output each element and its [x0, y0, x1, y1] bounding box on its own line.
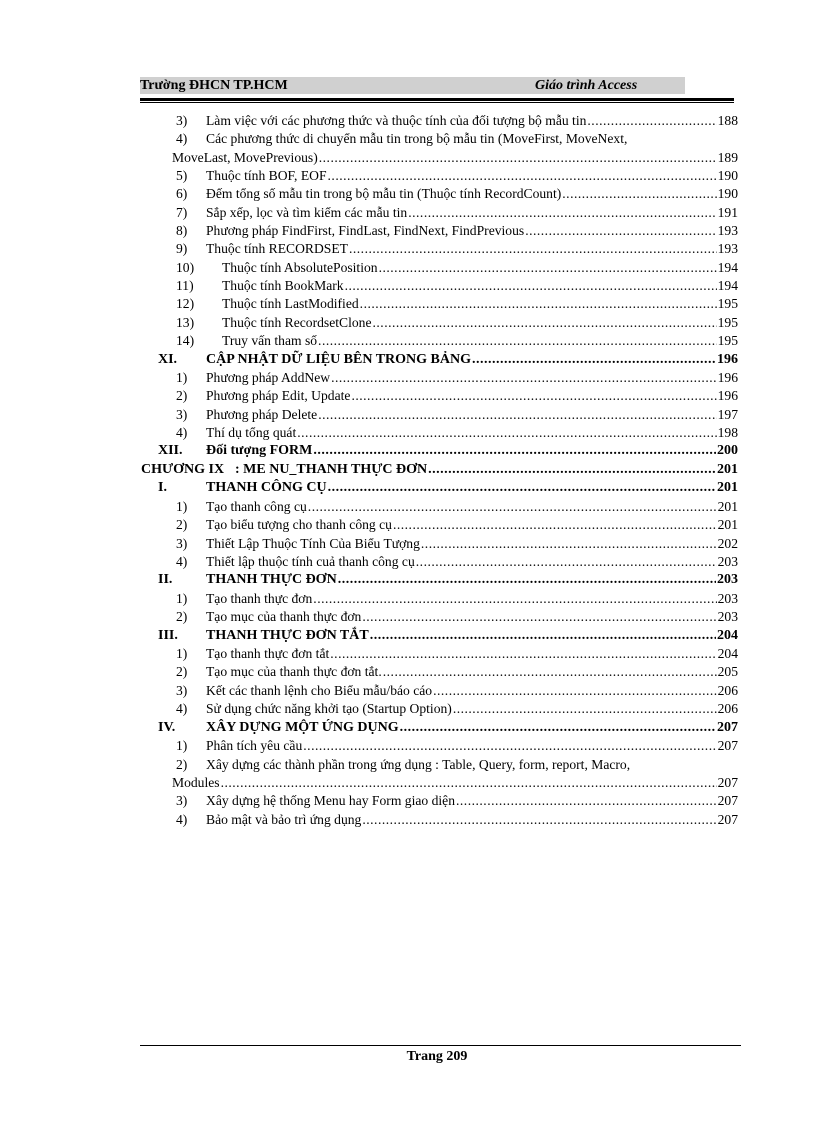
header-rule-thin — [140, 102, 734, 103]
toc-entry[interactable] — [176, 314, 738, 332]
toc-page: 207 — [717, 793, 738, 808]
toc-title-cont: Modules — [172, 775, 220, 790]
toc-title: Tạo thanh công cụ — [206, 499, 307, 514]
toc-page: 201 — [717, 499, 738, 514]
toc-leader — [383, 663, 717, 681]
toc-page: 203 — [717, 554, 738, 569]
toc-entry[interactable] — [176, 663, 738, 681]
toc-entry[interactable] — [176, 424, 738, 442]
toc-page: 204 — [717, 628, 738, 643]
toc-leader — [362, 608, 716, 626]
toc-number: 2) — [176, 757, 188, 772]
toc-entry-line1[interactable] — [176, 756, 630, 774]
toc-title: Làm việc với các phương thức và thuộc tính của đối tượng bộ mẫu tin — [206, 113, 587, 128]
toc-page: 203 — [717, 591, 738, 606]
toc-number: 6) — [176, 186, 188, 201]
toc-leader — [373, 314, 717, 332]
toc-entry[interactable] — [176, 369, 738, 387]
toc-page: 195 — [717, 333, 738, 348]
toc-leader — [525, 222, 716, 240]
toc-number: 3) — [176, 683, 188, 698]
toc-number: II. — [158, 572, 173, 587]
toc-number: 3) — [176, 793, 188, 808]
toc-title: Kết các thanh lệnh cho Biểu mẫu/báo cáo — [206, 683, 433, 698]
toc-page: 205 — [717, 664, 738, 679]
toc-number: 1) — [176, 591, 188, 606]
toc-title: THANH THỰC ĐƠN TẮT — [206, 628, 369, 643]
toc-number: 3) — [176, 536, 188, 551]
toc-page: 189 — [717, 150, 738, 165]
toc-leader — [421, 535, 717, 553]
toc-leader — [308, 498, 717, 516]
toc-title: Phương pháp FindFirst, FindLast, FindNext, FindPrevious — [206, 223, 525, 238]
toc-title: Thuộc tính AbsolutePosition — [222, 260, 378, 275]
toc-leader — [370, 627, 716, 645]
toc-entry[interactable] — [172, 149, 738, 167]
toc-entry[interactable] — [176, 535, 738, 553]
toc-title: Sắp xếp, lọc và tìm kiếm các mẫu tin — [206, 205, 408, 220]
toc-entry[interactable] — [176, 222, 738, 240]
toc-number: 4) — [176, 425, 188, 440]
toc-page: 196 — [717, 370, 738, 385]
toc-leader — [318, 332, 717, 350]
toc-page: 201 — [717, 517, 738, 532]
toc-entry[interactable] — [176, 792, 738, 810]
toc-page: 196 — [717, 352, 738, 367]
toc-leader — [345, 277, 717, 295]
toc-leader — [330, 645, 716, 663]
toc-leader — [362, 811, 716, 829]
toc-entry[interactable] — [176, 332, 738, 350]
toc-number: 11) — [176, 278, 194, 293]
toc-number: 7) — [176, 205, 188, 220]
toc-number: IV. — [158, 720, 176, 735]
toc-page: 198 — [717, 425, 738, 440]
toc-entry[interactable] — [172, 774, 738, 792]
toc-title: : ME NU_THANH THỰC ĐƠN — [235, 462, 428, 477]
toc-number: 3) — [176, 407, 188, 422]
toc-section[interactable] — [158, 627, 738, 645]
toc-leader — [221, 774, 717, 792]
toc-leader — [587, 112, 716, 130]
toc-leader — [351, 387, 716, 405]
toc-page: 195 — [717, 315, 738, 330]
toc-number: 2) — [176, 388, 188, 403]
toc-page: 206 — [717, 701, 738, 716]
toc-number: 1) — [176, 738, 188, 753]
toc-page: 201 — [717, 462, 738, 477]
toc-leader — [453, 700, 717, 718]
toc-page: 200 — [717, 443, 738, 458]
toc-leader — [349, 240, 717, 258]
toc-page: 193 — [717, 241, 738, 256]
toc-title: Xây dựng các thành phần trong ứng dụng : Table, Query, form, report, Macro, — [206, 757, 631, 772]
toc-leader — [313, 442, 716, 460]
toc-entry[interactable] — [176, 185, 738, 203]
toc-title: Tạo mục của thanh thực đơn tắt. — [206, 664, 382, 679]
toc-leader — [408, 204, 716, 222]
page-header — [140, 77, 685, 94]
toc-title: CẬP NHẬT DỮ LIỆU BÊN TRONG BẢNG — [206, 352, 472, 367]
toc-title: Phương pháp Delete — [206, 407, 318, 422]
toc-leader — [416, 553, 717, 571]
toc-title: Thuộc tính RecordsetClone — [222, 315, 372, 330]
toc-number: 14) — [176, 333, 195, 348]
toc-title: Truy vấn tham số — [222, 333, 318, 348]
toc-number: 1) — [176, 646, 188, 661]
toc-number: 2) — [176, 517, 188, 532]
toc-title: Thiết Lập Thuộc Tính Của Biểu Tượng — [206, 536, 420, 551]
toc-title: Sử dụng chức năng khởi tạo (Startup Option) — [206, 701, 452, 716]
toc-leader — [303, 737, 716, 755]
toc-title: Bảo mật và bảo trì ứng dụng — [206, 812, 362, 827]
toc-page: 191 — [717, 205, 738, 220]
toc-page: 207 — [717, 738, 738, 753]
toc-title: Các phương thức di chuyển mẫu tin trong bộ mẫu tin (MoveFirst, MoveNext, — [206, 131, 628, 146]
toc-title: Xây dựng hệ thống Menu hay Form giao diện — [206, 793, 455, 808]
toc-page: 206 — [717, 683, 738, 698]
toc-entry[interactable] — [176, 700, 738, 718]
toc-title: Phương pháp AddNew — [206, 370, 331, 385]
toc-page: 190 — [717, 186, 738, 201]
toc-number: 3) — [176, 113, 188, 128]
toc-title: Thuộc tính RECORDSET — [206, 241, 348, 256]
toc-title: Tạo thanh thực đơn — [206, 591, 313, 606]
toc-number: 13) — [176, 315, 195, 330]
toc-leader — [328, 479, 716, 497]
toc-number: 4) — [176, 812, 188, 827]
toc-entry[interactable] — [176, 259, 738, 277]
toc-number: III. — [158, 628, 178, 643]
toc-number: 4) — [176, 554, 188, 569]
toc-page: 194 — [717, 278, 738, 293]
toc-number: 1) — [176, 499, 188, 514]
toc-page: 188 — [717, 113, 738, 128]
toc-leader — [319, 149, 717, 167]
toc-page: 190 — [717, 168, 738, 183]
toc-title: Tạo mục của thanh thực đơn — [206, 609, 362, 624]
toc-title: Phân tích yêu cầu — [206, 738, 303, 753]
toc-title: Thuộc tính LastModified — [222, 296, 359, 311]
toc-chapter[interactable] — [141, 461, 738, 479]
header-school: Trường ĐHCN TP.HCM — [140, 78, 288, 93]
toc-page: 207 — [717, 812, 738, 827]
toc-page: 202 — [717, 536, 738, 551]
toc-leader — [360, 295, 717, 313]
toc-leader — [313, 590, 716, 608]
toc-number: 4) — [176, 701, 188, 716]
toc-number: XI. — [158, 352, 178, 367]
toc-number: 1) — [176, 370, 188, 385]
toc-page: 201 — [717, 480, 738, 495]
toc-number: I. — [158, 480, 167, 495]
toc-leader — [472, 351, 716, 369]
toc-section[interactable] — [158, 571, 738, 589]
toc-title: Tạo biểu tượng cho thanh công cụ — [206, 517, 392, 532]
toc-leader — [400, 719, 716, 737]
toc-title: Đối tượng FORM — [206, 443, 313, 458]
toc-entry-line1[interactable] — [176, 130, 627, 148]
toc-page: 193 — [717, 223, 738, 238]
toc-page: 196 — [717, 388, 738, 403]
toc-entry[interactable] — [176, 277, 738, 295]
toc-section[interactable] — [158, 442, 738, 460]
toc-page: 203 — [717, 609, 738, 624]
toc-title: Thiết lập thuộc tính cuả thanh công cụ — [206, 554, 415, 569]
toc-entry[interactable] — [176, 811, 738, 829]
toc-entry[interactable] — [176, 608, 738, 626]
toc-title: Tạo thanh thực đơn tắt — [206, 646, 330, 661]
header-course: Giáo trình Access — [535, 78, 638, 93]
toc-leader — [456, 792, 717, 810]
toc-number: 4) — [176, 131, 188, 146]
toc-leader — [331, 369, 717, 387]
toc-number: 10) — [176, 260, 195, 275]
page-number: Trang 209 — [406, 1049, 468, 1064]
toc-entry[interactable] — [176, 498, 738, 516]
toc-section[interactable] — [158, 351, 738, 369]
toc-page: 194 — [717, 260, 738, 275]
toc-entry[interactable] — [176, 112, 738, 130]
toc-page: 207 — [717, 720, 738, 735]
toc-leader — [328, 167, 717, 185]
toc-entry[interactable] — [176, 553, 738, 571]
toc-entry[interactable] — [176, 406, 738, 424]
toc-number: 9) — [176, 241, 188, 256]
toc-page: 203 — [717, 572, 738, 587]
toc-page: 204 — [717, 646, 738, 661]
toc-entry[interactable] — [176, 682, 738, 700]
toc-title: Đếm tổng số mẫu tin trong bộ mẫu tin (Thuộc tính RecordCount) — [206, 186, 562, 201]
toc-title: XÂY DỰNG MỘT ỨNG DỤNG — [206, 720, 399, 735]
toc-number: 8) — [176, 223, 188, 238]
toc-page: 195 — [717, 296, 738, 311]
toc-title: Thuộc tính BookMark — [222, 278, 344, 293]
toc-leader — [433, 682, 717, 700]
toc-title: Phương pháp Edit, Update — [206, 388, 351, 403]
toc-entry[interactable] — [176, 387, 738, 405]
toc-number: 12) — [176, 296, 195, 311]
toc-page: 207 — [717, 775, 738, 790]
toc-leader — [318, 406, 716, 424]
toc-entry[interactable] — [176, 645, 738, 663]
toc-number: 2) — [176, 609, 188, 624]
toc-title: THANH CÔNG CỤ — [206, 480, 327, 495]
header-rule — [140, 98, 734, 101]
toc-section[interactable] — [158, 719, 738, 737]
toc-number: 2) — [176, 664, 188, 679]
toc-number: 5) — [176, 168, 188, 183]
toc-leader — [562, 185, 716, 203]
toc-number: XII. — [158, 443, 183, 458]
toc-leader — [428, 461, 716, 479]
toc-entry[interactable] — [176, 240, 738, 258]
toc-entry[interactable] — [176, 737, 738, 755]
toc-title: Thuộc tính BOF, EOF — [206, 168, 327, 183]
toc-leader — [338, 571, 716, 589]
toc-entry[interactable] — [176, 516, 738, 534]
toc-entry[interactable] — [176, 204, 738, 222]
footer-rule — [140, 1045, 741, 1046]
toc-entry[interactable] — [176, 167, 738, 185]
toc-entry[interactable] — [176, 590, 738, 608]
toc-title: Thí dụ tổng quát — [206, 425, 297, 440]
toc-entry[interactable] — [176, 295, 738, 313]
toc-leader — [379, 259, 717, 277]
toc-leader — [297, 424, 716, 442]
toc-leader — [393, 516, 717, 534]
toc-section[interactable] — [158, 479, 738, 497]
toc-title: THANH THỰC ĐƠN — [206, 572, 337, 587]
toc-number: CHƯƠNG IX — [141, 462, 225, 477]
toc-title-cont: MoveLast, MovePrevious) — [172, 150, 318, 165]
toc-page: 197 — [717, 407, 738, 422]
